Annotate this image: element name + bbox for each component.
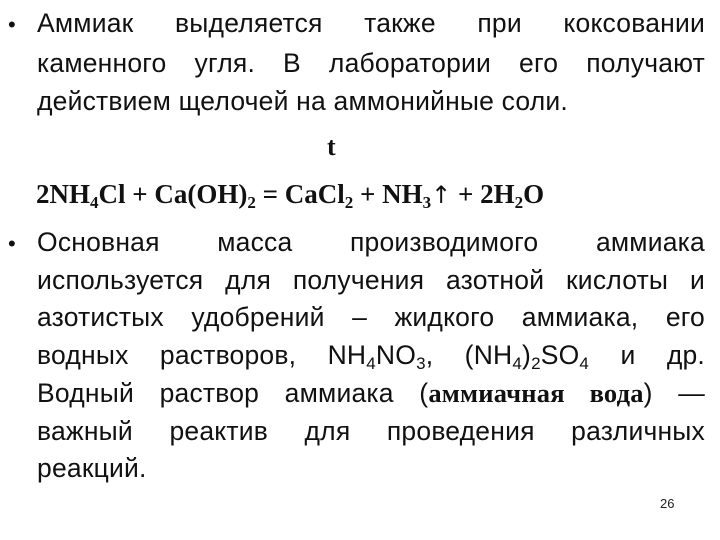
paragraph-1-line-1: Аммиак выделяется также при коксовании <box>37 8 705 38</box>
paragraph-1-line-3: действием щелочей на аммонийные соли. <box>37 86 568 116</box>
equation-subscript: 2 <box>344 193 354 212</box>
bullet-marker: • <box>8 12 16 37</box>
equation-subscript: 2 <box>247 193 256 212</box>
reaction-condition-label: t <box>327 132 336 161</box>
subscript: 4 <box>512 354 523 373</box>
line-text: водных растворов, NH <box>37 340 367 370</box>
highlighted-term: аммиачная вода <box>428 378 644 408</box>
bullet-marker: • <box>8 231 16 256</box>
equation-equals: = <box>255 179 285 209</box>
line-text: Водный раствор аммиака ( <box>37 378 429 408</box>
equation-product-3-end: O <box>523 179 545 209</box>
paragraph-2-line-1: Основная масса производимого аммиака <box>37 227 705 257</box>
subscript: 2 <box>531 354 541 373</box>
subscript: 4 <box>579 354 590 373</box>
equation-reactant-2: Cl + Ca(OH) <box>98 179 248 209</box>
subscript: 4 <box>366 354 376 373</box>
line-text: , (NH <box>425 340 513 370</box>
equation-product-3: + 2H <box>451 179 515 209</box>
paragraph-2-line-6: важный реактив для проведения различных <box>37 416 705 446</box>
line-text: ) — <box>643 378 705 408</box>
chemical-equation <box>36 181 544 211</box>
paragraph-2-line-5 <box>37 380 705 407</box>
equation-subscript: 3 <box>422 193 432 212</box>
paragraph-2-line-2: используется для получения азотной кислоты и <box>37 265 705 295</box>
equation-subscript: 2 <box>514 193 524 212</box>
line-text: и др. <box>589 340 705 370</box>
gas-release-arrow-icon: ↑ <box>431 181 452 209</box>
paragraph-2-line-3: азотистых удобрений – жидкого аммиака, его <box>37 302 705 332</box>
subscript: 3 <box>416 354 426 373</box>
paragraph-1-line-2: каменного угля. В лаборатории его получают <box>37 48 705 78</box>
line-text: SO <box>540 340 580 370</box>
line-text: NO <box>375 340 417 370</box>
equation-product-2: + NH <box>353 179 423 209</box>
line-text: ) <box>522 340 532 370</box>
page-number: 26 <box>660 496 675 511</box>
equation-product-1: CaCl <box>284 179 345 209</box>
equation-subscript: 4 <box>90 193 99 212</box>
equation-reactant-1: 2NH <box>36 179 90 209</box>
paragraph-2-line-7: реакций. <box>37 453 147 483</box>
paragraph-2-line-4 <box>37 342 705 372</box>
